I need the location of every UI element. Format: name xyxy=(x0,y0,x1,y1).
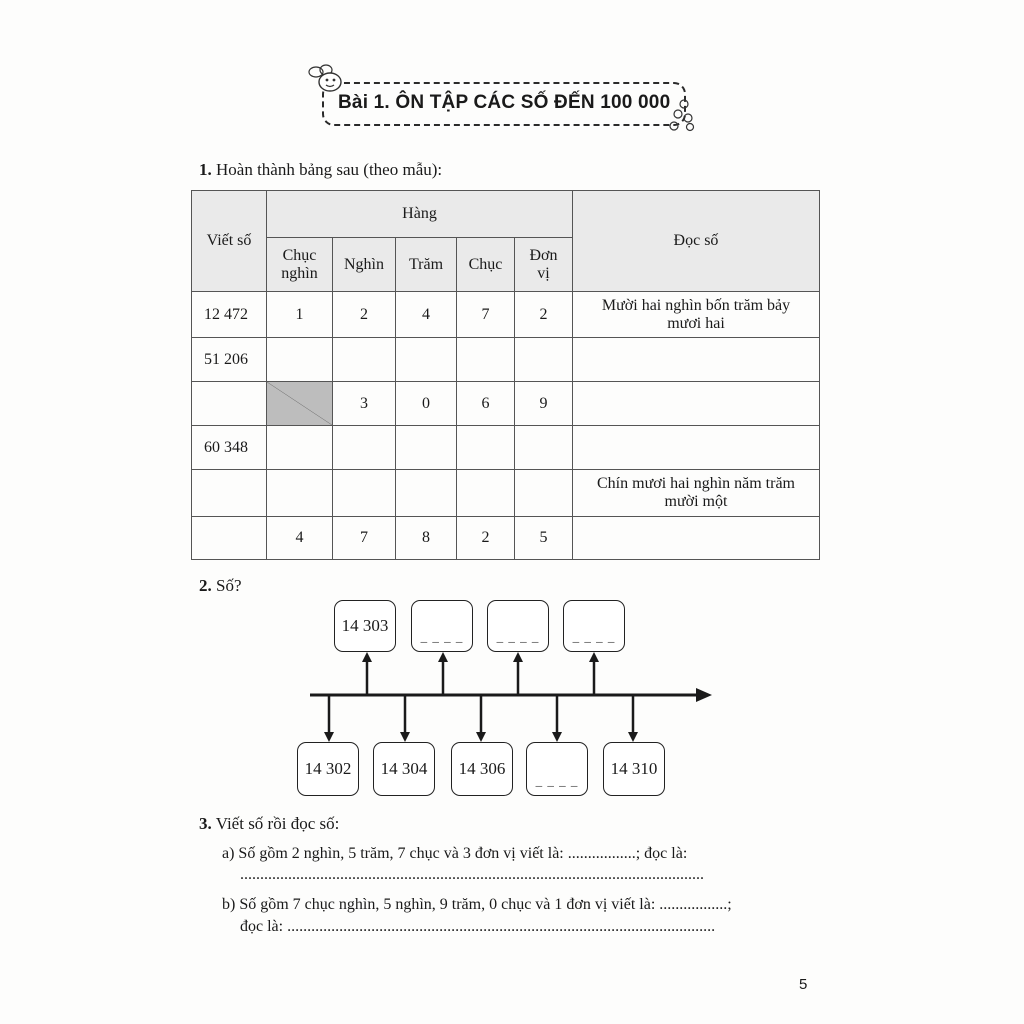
header-nghin: Nghìn xyxy=(333,238,396,292)
exercise-3-heading: 3. Viết số rồi đọc số: xyxy=(199,814,340,833)
exercise-3a-text: a) Số gồm 2 nghìn, 5 trăm, 7 chục và 3 đơn vị viết là: .................; đọc là: xyxy=(222,845,688,862)
exercise-3b-text: b) Số gồm 7 chục nghìn, 5 nghìn, 9 trăm, 0 chục và 1 đơn vị viết là: .................; xyxy=(222,896,732,913)
number-box: 14 303 xyxy=(334,600,396,652)
cell-chuc-nghin: 4 xyxy=(267,517,333,560)
cell-tram: 8 xyxy=(396,517,457,560)
cell-tram: 0 xyxy=(396,382,457,426)
header-hang: Hàng xyxy=(267,191,573,238)
cell-doc-so: Chín mươi hai nghìn năm trăm mười một xyxy=(573,470,820,517)
header-doc-so: Đọc số xyxy=(573,191,820,292)
exercise-2-heading: 2. Số? xyxy=(199,576,242,595)
header-chuc: Chục xyxy=(457,238,515,292)
cell-chuc: 6 xyxy=(457,382,515,426)
number-box: 14 310 xyxy=(603,742,665,796)
page-title: Bài 1. ÔN TẬP CÁC SỐ ĐẾN 100 000 xyxy=(338,92,671,113)
cell-don-vi: 9 xyxy=(515,382,573,426)
cell-nghin: 7 xyxy=(333,517,396,560)
cell-doc-so: Mười hai nghìn bốn trăm bảy mươi hai xyxy=(573,292,820,338)
answer-box[interactable]: _ _ _ _ xyxy=(487,600,549,652)
cell-viet-so: 12 472 xyxy=(192,292,267,338)
cell-tram: 4 xyxy=(396,292,457,338)
answer-box[interactable]: _ _ _ _ xyxy=(411,600,473,652)
header-tram: Trăm xyxy=(396,238,457,292)
cell-nghin: 2 xyxy=(333,292,396,338)
cell-don-vi: 5 xyxy=(515,517,573,560)
cell-chuc-nghin: 1 xyxy=(267,292,333,338)
answer-box[interactable]: _ _ _ _ xyxy=(526,742,588,796)
exercise-3a-answer-line[interactable]: .................................................................................................................... xyxy=(240,866,704,883)
header-don-vi: Đơn vị xyxy=(515,238,573,292)
number-box: 14 304 xyxy=(373,742,435,796)
cell-chuc: 7 xyxy=(457,292,515,338)
page-number: 5 xyxy=(799,976,808,993)
cell-chuc: 2 xyxy=(457,517,515,560)
answer-box[interactable]: _ _ _ _ xyxy=(563,600,625,652)
cell-nghin: 3 xyxy=(333,382,396,426)
header-viet-so: Viết số xyxy=(192,191,267,292)
header-chuc-nghin: Chục nghìn xyxy=(267,238,333,292)
number-box: 14 306 xyxy=(451,742,513,796)
exercise-3b-answer-line[interactable]: đọc là: ........................................................................................................... xyxy=(240,918,716,935)
cell-viet-so: 60 348 xyxy=(192,426,267,470)
number-box: 14 302 xyxy=(297,742,359,796)
exercise-1-heading: 1. Hoàn thành bảng sau (theo mẫu): xyxy=(199,160,443,179)
cell-don-vi: 2 xyxy=(515,292,573,338)
cell-viet-so: 51 206 xyxy=(192,338,267,382)
